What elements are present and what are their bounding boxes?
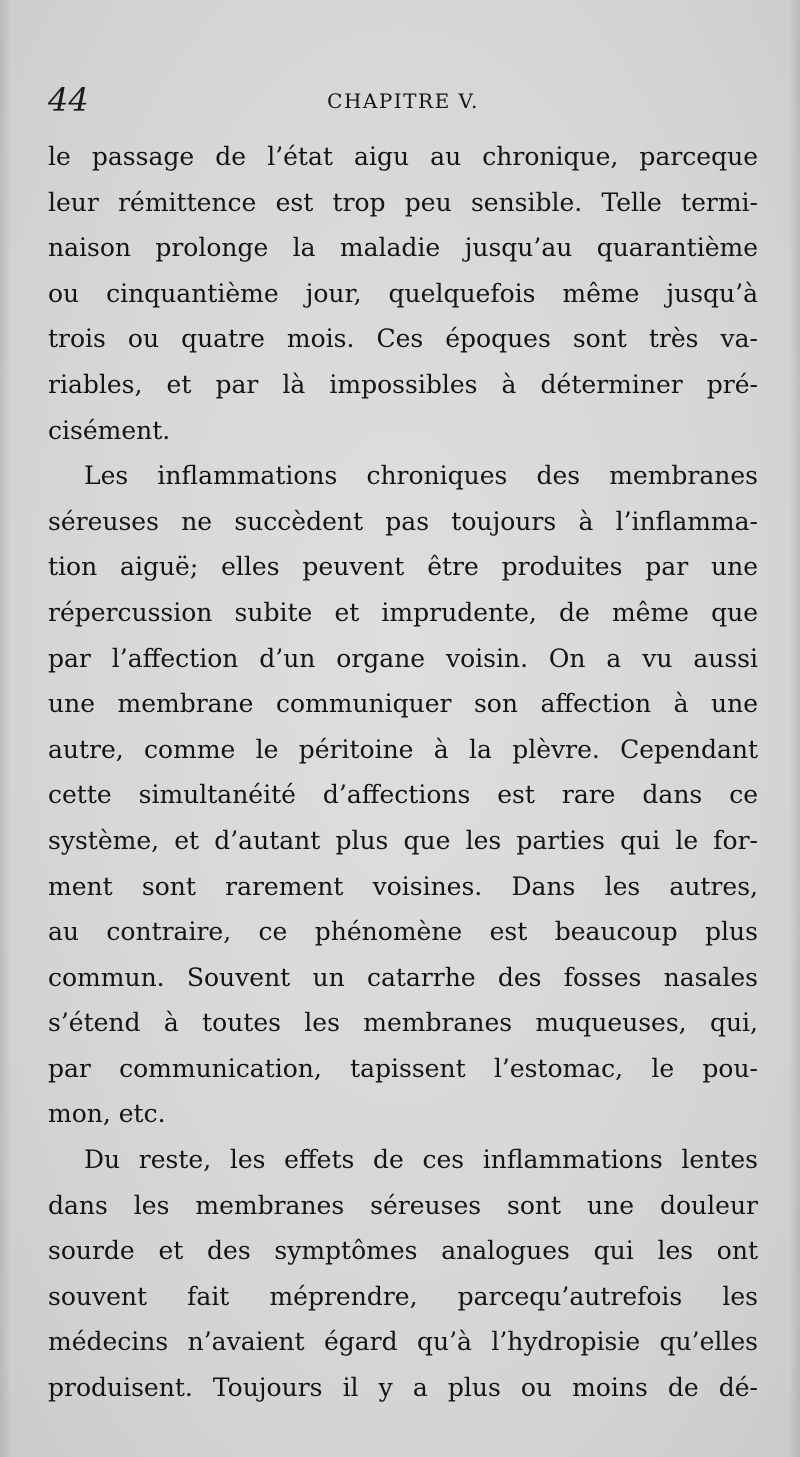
page-header <box>48 82 758 122</box>
text-line: Du reste, les effets de ces inflammations lentes <box>84 1145 758 1175</box>
text-line: au contraire, ce phénomène est beaucoup plus <box>48 917 758 947</box>
body-text <box>48 134 758 1411</box>
page-edge-shadow-left <box>0 0 12 1457</box>
text-line: par l’affection d’un organe voisin. On a vu aussi <box>48 643 758 673</box>
text-line: dans les membranes séreuses sont une douleur <box>48 1190 758 1220</box>
text-line: ou cinquantième jour, quelquefois même jusqu’à <box>48 278 758 308</box>
paragraph-3 <box>48 1137 758 1411</box>
text-line: commun. Souvent un catarrhe des fosses nasales <box>48 962 758 992</box>
running-head: CHAPITRE V. <box>327 89 479 113</box>
text-line: ment sont rarement voisines. Dans les autres, <box>48 871 758 901</box>
text-line: une membrane communiquer son affection à une <box>48 689 758 719</box>
text-line: souvent fait méprendre, parcequ’autrefois les <box>48 1281 758 1311</box>
text-line: leur rémittence est trop peu sensible. Telle termi- <box>48 187 758 217</box>
text-line: produisent. Toujours il y a plus ou moins de dé- <box>48 1373 758 1403</box>
text-line: sourde et des symptômes analogues qui les ont <box>48 1236 758 1266</box>
text-line: trois ou quatre mois. Ces époques sont très va- <box>48 324 758 354</box>
text-line: autre, comme le péritoine à la plèvre. Cependant <box>48 734 758 764</box>
paragraph-1 <box>48 134 758 453</box>
text-line: cette simultanéité d’affections est rare dans ce <box>48 780 758 810</box>
text-line: riables, et par là impossibles à déterminer pré- <box>48 369 758 399</box>
page-edge-shadow-right <box>788 0 800 1457</box>
text-line: médecins n’avaient égard qu’à l’hydropisie qu’elles <box>48 1327 758 1357</box>
text-line: Les inflammations chroniques des membranes <box>84 461 758 491</box>
text-line: naison prolonge la maladie jusqu’au quarantième <box>48 233 758 263</box>
text-line: par communication, tapissent l’estomac, le pou- <box>48 1053 758 1083</box>
text-line: s’étend à toutes les membranes muqueuses, qui, <box>48 1008 758 1038</box>
text-line: cisément. <box>48 415 171 445</box>
text-line: système, et d’autant plus que les parties qui le for- <box>48 825 758 855</box>
page-number: 44 <box>48 81 89 119</box>
text-line: mon, etc. <box>48 1099 166 1129</box>
text-line: répercussion subite et imprudente, de même que <box>48 597 758 627</box>
text-line: tion aiguë; elles peuvent être produites par une <box>48 552 758 582</box>
text-line: séreuses ne succèdent pas toujours à l’inflamma- <box>48 506 758 536</box>
paragraph-2 <box>48 453 758 1137</box>
text-line: le passage de l’état aigu au chronique, parceque <box>48 142 758 171</box>
